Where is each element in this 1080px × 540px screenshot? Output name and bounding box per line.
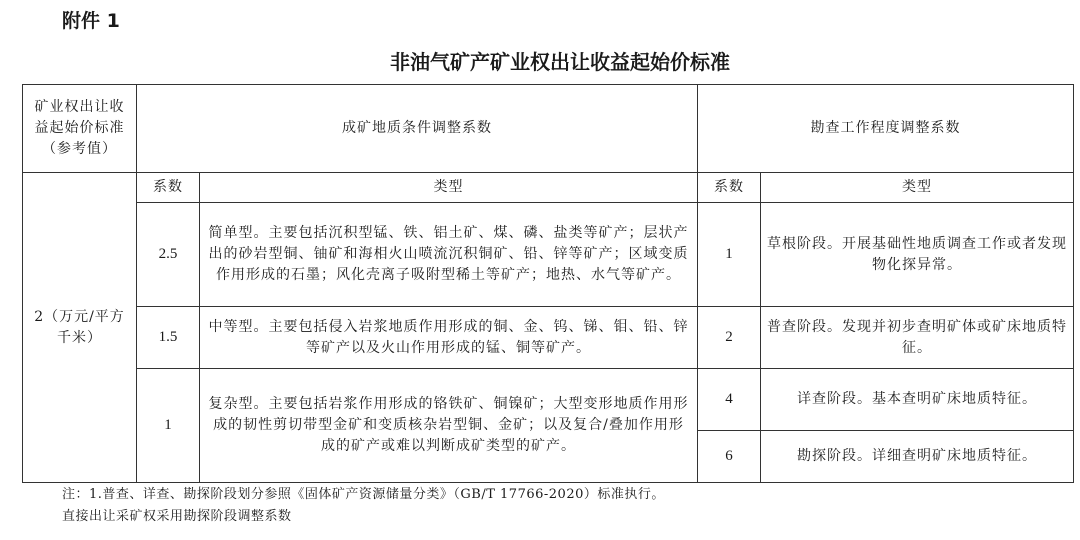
table-header-row <box>23 85 1074 173</box>
document-title: 非油气矿产矿业权出让收益起始价标准 <box>390 50 730 74</box>
table-notes <box>62 484 665 528</box>
subheader-coef-explore: 系数 <box>698 173 761 203</box>
subheader-coef-geo: 系数 <box>137 173 200 203</box>
explore-coef-grassroots: 1 <box>698 203 761 307</box>
explore-type-general-survey: 普查阶段。发现并初步查明矿体或矿床地质特征。 <box>761 307 1074 369</box>
base-price-value: 2（万元/平方千米） <box>23 173 137 483</box>
table-row <box>23 203 1074 307</box>
explore-type-exploration: 勘探阶段。详细查明矿床地质特征。 <box>761 431 1074 483</box>
subheader-type-geo: 类型 <box>200 173 698 203</box>
note-line: 直接出让采矿权采用勘探阶段调整系数 <box>62 509 292 524</box>
geo-coef-complex: 1 <box>137 369 200 483</box>
geo-coef-medium: 1.5 <box>137 307 200 369</box>
header-geo-coefficient: 成矿地质条件调整系数 <box>137 85 698 173</box>
explore-coef-general-survey: 2 <box>698 307 761 369</box>
attachment-label: 附件 1 <box>62 10 120 32</box>
explore-type-detailed-survey: 详查阶段。基本查明矿床地质特征。 <box>761 369 1074 431</box>
price-standard-table <box>22 84 1074 483</box>
geo-type-medium: 中等型。主要包括侵入岩浆地质作用形成的铜、金、钨、锑、钼、铅、锌等矿产以及火山作用形成的锰、铜等矿产。 <box>200 307 698 369</box>
table-subheader-row <box>23 173 1074 203</box>
header-exploration-coefficient: 勘查工作程度调整系数 <box>698 85 1074 173</box>
explore-coef-detailed-survey: 4 <box>698 369 761 431</box>
subheader-type-explore: 类型 <box>761 173 1074 203</box>
header-base-price: 矿业权出让收益起始价标准（参考值） <box>23 85 137 173</box>
explore-coef-exploration: 6 <box>698 431 761 483</box>
geo-type-complex: 复杂型。主要包括岩浆作用形成的铬铁矿、铜镍矿；大型变形地质作用形成的韧性剪切带型金矿和变质核杂岩型铜、金矿；以及复合/叠加作用形成的矿产或难以判断成矿类型的矿产。 <box>200 369 698 483</box>
table-row <box>23 369 1074 431</box>
geo-coef-simple: 2.5 <box>137 203 200 307</box>
geo-type-simple: 简单型。主要包括沉积型锰、铁、铝土矿、煤、磷、盐类等矿产；层状产出的砂岩型铜、铀矿和海相火山喷流沉积铜矿、铅、锌等矿产；区域变质作用形成的石墨；风化壳离子吸附型稀土等矿产；地热、水气等矿产。 <box>200 203 698 307</box>
table-row <box>23 307 1074 369</box>
note-line: 注：1.普查、详查、勘探阶段划分参照《固体矿产资源储量分类》（GB/T 17766-2020）标准执行。 <box>62 487 665 502</box>
explore-type-grassroots: 草根阶段。开展基础性地质调查工作或者发现物化探异常。 <box>761 203 1074 307</box>
